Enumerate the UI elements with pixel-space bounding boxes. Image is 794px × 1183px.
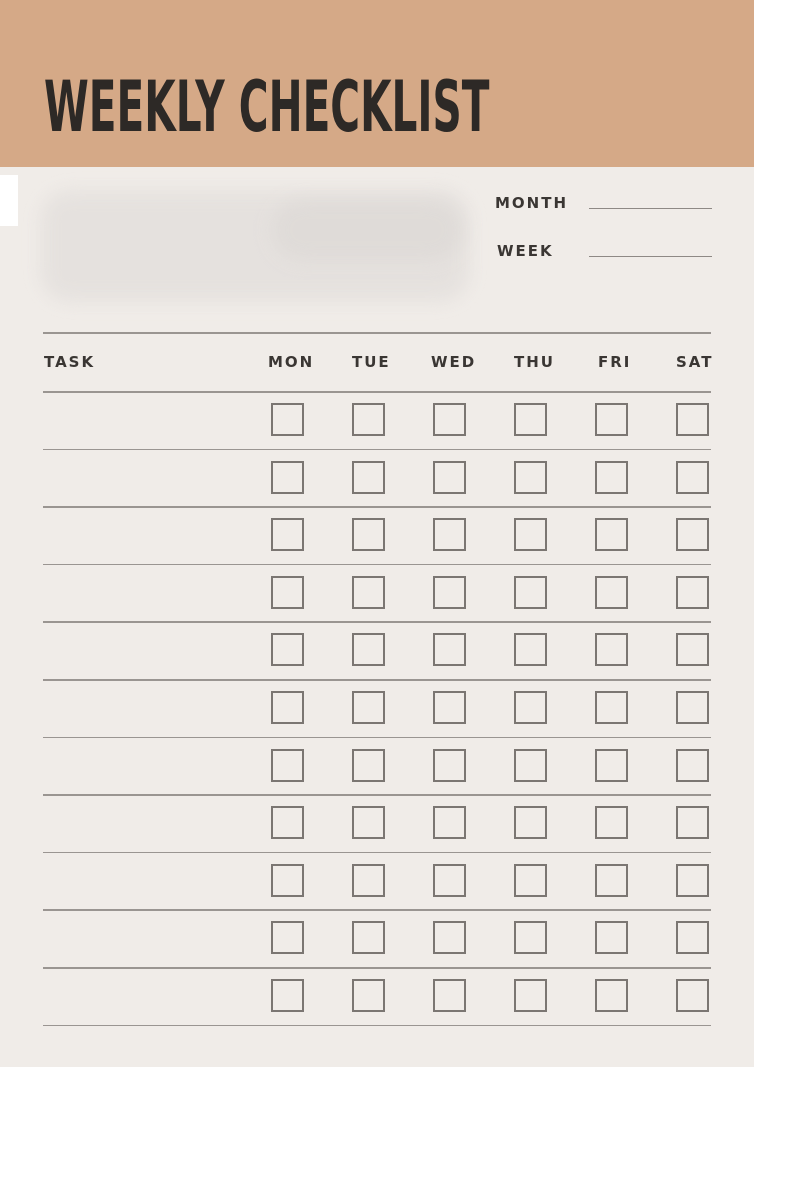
checkbox-fri[interactable] bbox=[595, 403, 628, 436]
task-cell[interactable] bbox=[43, 739, 258, 793]
week-label: WEEK bbox=[497, 242, 554, 260]
task-cell[interactable] bbox=[43, 508, 258, 562]
row-divider bbox=[43, 1025, 711, 1027]
checkbox-tue[interactable] bbox=[352, 403, 385, 436]
checkbox-wed[interactable] bbox=[433, 518, 466, 551]
blurred-region bbox=[272, 200, 462, 260]
checkbox-sat[interactable] bbox=[676, 864, 709, 897]
checkbox-mon[interactable] bbox=[271, 979, 304, 1012]
checkbox-mon[interactable] bbox=[271, 576, 304, 609]
checkbox-thu[interactable] bbox=[514, 403, 547, 436]
checkbox-sat[interactable] bbox=[676, 749, 709, 782]
week-field[interactable] bbox=[589, 256, 712, 257]
column-header-thu: THU bbox=[514, 353, 555, 371]
checkbox-mon[interactable] bbox=[271, 864, 304, 897]
checkbox-thu[interactable] bbox=[514, 921, 547, 954]
edge-notch bbox=[0, 175, 18, 226]
checkbox-mon[interactable] bbox=[271, 518, 304, 551]
checkbox-wed[interactable] bbox=[433, 691, 466, 724]
checkbox-fri[interactable] bbox=[595, 518, 628, 551]
checkbox-thu[interactable] bbox=[514, 749, 547, 782]
checkbox-thu[interactable] bbox=[514, 806, 547, 839]
checkbox-mon[interactable] bbox=[271, 921, 304, 954]
checkbox-wed[interactable] bbox=[433, 864, 466, 897]
column-header-task: TASK bbox=[44, 353, 96, 371]
checkbox-wed[interactable] bbox=[433, 749, 466, 782]
checkbox-tue[interactable] bbox=[352, 461, 385, 494]
checkbox-tue[interactable] bbox=[352, 979, 385, 1012]
checkbox-tue[interactable] bbox=[352, 691, 385, 724]
checkbox-sat[interactable] bbox=[676, 403, 709, 436]
checkbox-sat[interactable] bbox=[676, 979, 709, 1012]
column-header-sat: SAT bbox=[676, 353, 714, 371]
column-header-fri: FRI bbox=[598, 353, 632, 371]
checkbox-tue[interactable] bbox=[352, 864, 385, 897]
header-band bbox=[0, 0, 754, 167]
checkbox-fri[interactable] bbox=[595, 633, 628, 666]
checkbox-tue[interactable] bbox=[352, 806, 385, 839]
checkbox-wed[interactable] bbox=[433, 633, 466, 666]
task-cell[interactable] bbox=[43, 623, 258, 677]
column-header-wed: WED bbox=[431, 353, 477, 371]
checkbox-thu[interactable] bbox=[514, 979, 547, 1012]
checkbox-tue[interactable] bbox=[352, 633, 385, 666]
month-label: MONTH bbox=[495, 194, 569, 212]
checkbox-fri[interactable] bbox=[595, 691, 628, 724]
checkbox-sat[interactable] bbox=[676, 806, 709, 839]
checkbox-sat[interactable] bbox=[676, 576, 709, 609]
checkbox-sat[interactable] bbox=[676, 633, 709, 666]
checkbox-thu[interactable] bbox=[514, 518, 547, 551]
checkbox-tue[interactable] bbox=[352, 518, 385, 551]
month-field[interactable] bbox=[589, 208, 712, 209]
checkbox-thu[interactable] bbox=[514, 691, 547, 724]
task-cell[interactable] bbox=[43, 393, 258, 447]
checkbox-wed[interactable] bbox=[433, 461, 466, 494]
page-title: WEEKLY CHECKLIST bbox=[44, 66, 490, 148]
checkbox-mon[interactable] bbox=[271, 691, 304, 724]
checkbox-wed[interactable] bbox=[433, 403, 466, 436]
checkbox-fri[interactable] bbox=[595, 749, 628, 782]
checkbox-tue[interactable] bbox=[352, 749, 385, 782]
checkbox-thu[interactable] bbox=[514, 576, 547, 609]
checkbox-wed[interactable] bbox=[433, 576, 466, 609]
task-cell[interactable] bbox=[43, 854, 258, 908]
checkbox-mon[interactable] bbox=[271, 749, 304, 782]
checkbox-thu[interactable] bbox=[514, 864, 547, 897]
column-header-mon: MON bbox=[268, 353, 315, 371]
checkbox-fri[interactable] bbox=[595, 979, 628, 1012]
checkbox-thu[interactable] bbox=[514, 633, 547, 666]
checkbox-fri[interactable] bbox=[595, 864, 628, 897]
checkbox-wed[interactable] bbox=[433, 979, 466, 1012]
task-cell[interactable] bbox=[43, 969, 258, 1023]
checkbox-mon[interactable] bbox=[271, 806, 304, 839]
checkbox-tue[interactable] bbox=[352, 921, 385, 954]
checkbox-wed[interactable] bbox=[433, 921, 466, 954]
checkbox-fri[interactable] bbox=[595, 576, 628, 609]
checkbox-sat[interactable] bbox=[676, 518, 709, 551]
task-cell[interactable] bbox=[43, 566, 258, 620]
checkbox-mon[interactable] bbox=[271, 633, 304, 666]
task-cell[interactable] bbox=[43, 796, 258, 850]
checkbox-sat[interactable] bbox=[676, 691, 709, 724]
column-header-tue: TUE bbox=[352, 353, 391, 371]
checkbox-fri[interactable] bbox=[595, 921, 628, 954]
checkbox-mon[interactable] bbox=[271, 403, 304, 436]
checkbox-fri[interactable] bbox=[595, 806, 628, 839]
checkbox-thu[interactable] bbox=[514, 461, 547, 494]
task-cell[interactable] bbox=[43, 911, 258, 965]
checkbox-fri[interactable] bbox=[595, 461, 628, 494]
task-cell[interactable] bbox=[43, 681, 258, 735]
checkbox-mon[interactable] bbox=[271, 461, 304, 494]
table-top-rule bbox=[43, 332, 711, 334]
checkbox-wed[interactable] bbox=[433, 806, 466, 839]
checkbox-sat[interactable] bbox=[676, 921, 709, 954]
task-cell[interactable] bbox=[43, 451, 258, 505]
checkbox-tue[interactable] bbox=[352, 576, 385, 609]
checkbox-sat[interactable] bbox=[676, 461, 709, 494]
